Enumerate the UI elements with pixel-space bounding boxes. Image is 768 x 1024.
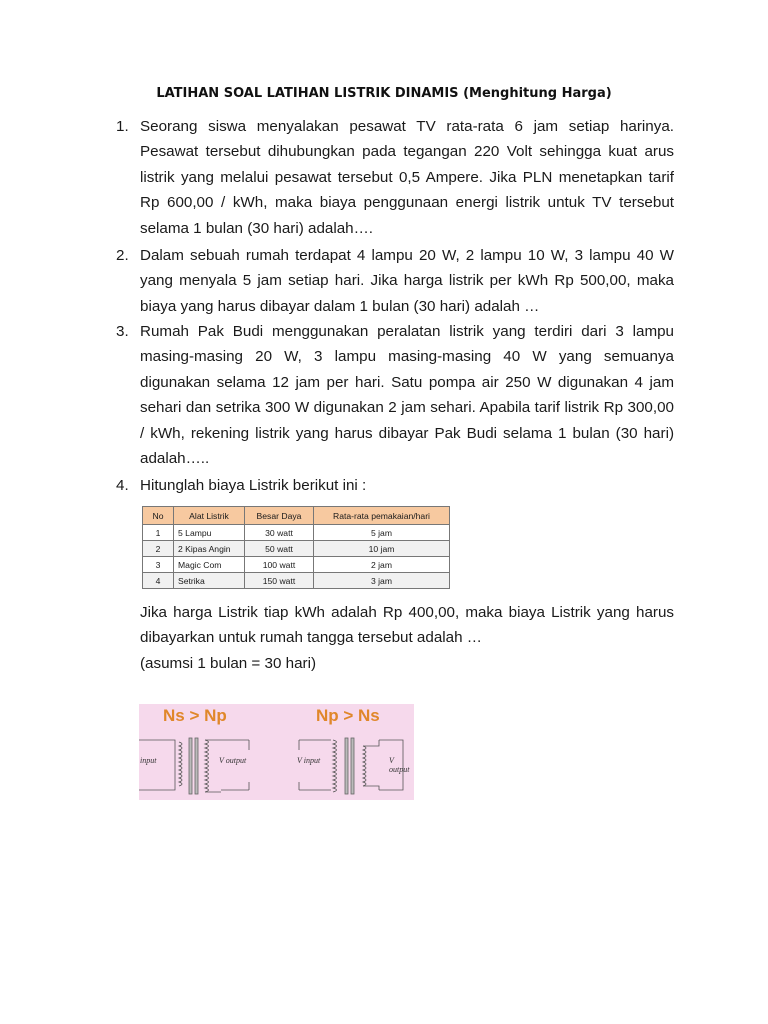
- table-cell: 5 Lampu: [174, 525, 245, 541]
- transformer-diagram: [139, 704, 414, 800]
- column-header: No: [143, 507, 174, 525]
- question-4: [116, 473, 674, 498]
- question-text: Hitunglah biaya Listrik berikut ini :: [140, 477, 367, 494]
- table-row: [143, 525, 450, 541]
- table-cell: 50 watt: [245, 541, 314, 557]
- column-header: Rata-rata pemakaian/hari: [314, 507, 450, 525]
- right-input-label: V input: [297, 756, 321, 765]
- question-text: Rumah Pak Budi menggunakan peralatan listrik yang terdiri dari 3 lampu masing-masing 20 W, 3 lampu masing-masing 40 W yang semuanya digunakan selama 12 jam per hari. Satu pompa air 250 W digunakan 4 jam sehari dan setrika 300 W digunakan 2 jam sehari. Apabila tarif listrik Rp 300,00 / kWh, rekening listrik yang harus dibayar Pak Budi selama 1 bulan (30 hari) adalah…..: [140, 323, 674, 468]
- table-cell: 2 jam: [314, 557, 450, 573]
- table-cell: 30 watt: [245, 525, 314, 541]
- question-number: 3.: [116, 323, 129, 340]
- column-header: Alat Listrik: [174, 507, 245, 525]
- question-number: 1.: [116, 118, 129, 135]
- table-cell: 1: [143, 525, 174, 541]
- table-cell: 3 jam: [314, 573, 450, 589]
- column-header: Besar Daya: [245, 507, 314, 525]
- left-output-label: V output: [219, 756, 247, 765]
- step-up-label: Ns > Np: [163, 706, 227, 725]
- question-1: [116, 114, 674, 241]
- table-cell: 2 Kipas Angin: [174, 541, 245, 557]
- question-number: 4.: [116, 477, 129, 494]
- price-statement: Jika harga Listrik tiap kWh adalah Rp 400,00, maka biaya Listrik yang harus dibayarkan untuk rumah tangga tersebut adalah …: [140, 604, 674, 647]
- table-cell: Setrika: [174, 573, 245, 589]
- question-number: 2.: [116, 247, 129, 264]
- table-cell: 10 jam: [314, 541, 450, 557]
- table-row: [143, 557, 450, 573]
- step-down-label: Np > Ns: [316, 706, 380, 725]
- question-text: Dalam sebuah rumah terdapat 4 lampu 20 W, 2 lampu 10 W, 3 lampu 40 W yang menyala 5 jam setiap hari. Jika harga listrik per kWh Rp 500,00, maka biaya yang harus dibayar dalam 1 bulan (30 hari) adalah …: [140, 247, 674, 315]
- table-row: [143, 541, 450, 557]
- table-cell: 2: [143, 541, 174, 557]
- appliance-table: [142, 506, 450, 589]
- assumption-note: (asumsi 1 bulan = 30 hari): [140, 655, 317, 672]
- table-row: [143, 573, 450, 589]
- table-cell: Magic Com: [174, 557, 245, 573]
- table-cell: 150 watt: [245, 573, 314, 589]
- table-cell: 3: [143, 557, 174, 573]
- table-cell: 4: [143, 573, 174, 589]
- table-cell: 5 jam: [314, 525, 450, 541]
- transformer-figure: [139, 704, 414, 800]
- question-2: [116, 243, 674, 319]
- table-header-row: [143, 507, 450, 525]
- right-output-label: V output: [389, 756, 410, 774]
- page-title: LATIHAN SOAL LATIHAN LISTRIK DINAMIS (Menghitung Harga): [156, 86, 612, 101]
- left-input-label: input: [140, 756, 157, 765]
- question-3: [116, 319, 674, 471]
- table-cell: 100 watt: [245, 557, 314, 573]
- question-text: Seorang siswa menyalakan pesawat TV rata-rata 6 jam setiap harinya. Pesawat tersebut dihubungkan pada tegangan 220 Volt sehingga kuat arus listrik yang melalui pesawat tersebut 0,5 Ampere. Jika PLN menetapkan tarif Rp 600,00 / kWh, maka biaya penggunaan energi listrik untuk TV tersebut selama 1 bulan (30 hari) adalah….: [140, 118, 674, 237]
